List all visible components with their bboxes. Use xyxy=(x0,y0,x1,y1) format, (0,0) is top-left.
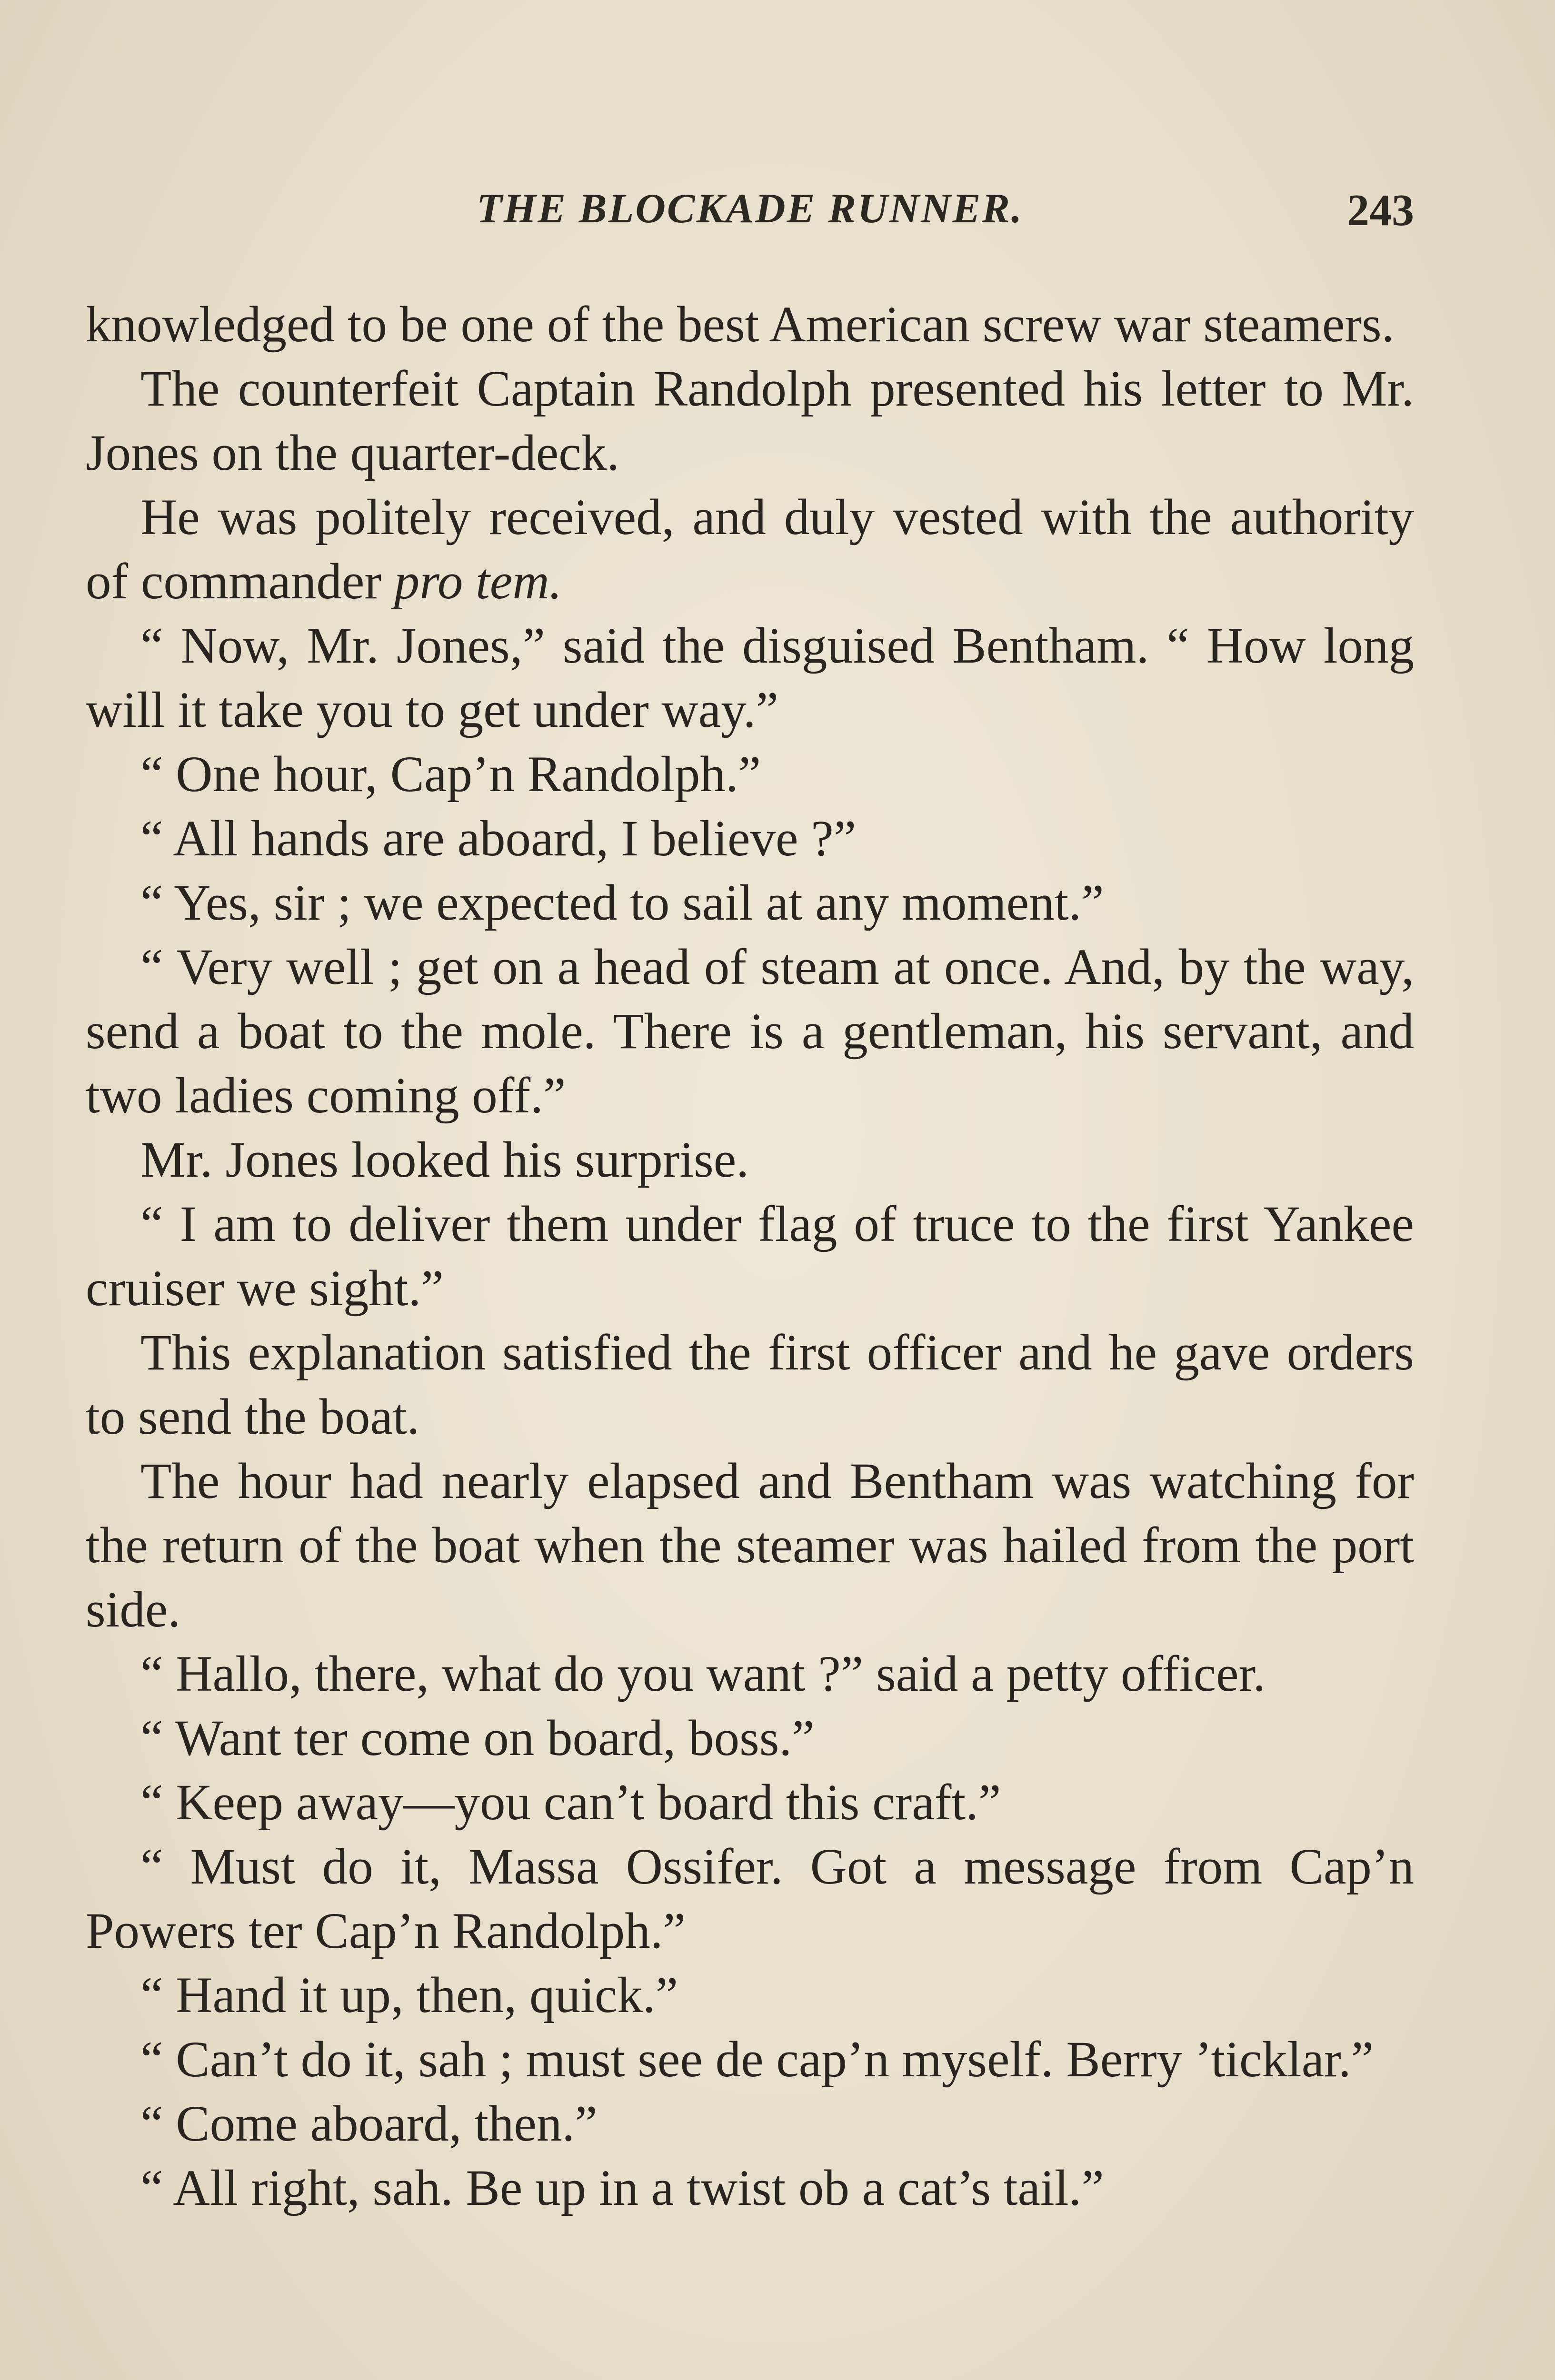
page-number: 243 xyxy=(1347,186,1414,235)
paragraph-8: “ Very well ; get on a head of steam at once. And, by the way, send a boat to the mole. There is a gentleman, his servant, and two ladies coming off.” xyxy=(86,939,1414,1124)
paragraph-16: “ Must do it, Massa Ossifer. Got a message from Cap’n Powers ter Cap’n Randolph.” xyxy=(86,1839,1414,1959)
italic-phrase: pro tem. xyxy=(394,554,562,610)
paragraph-12: The hour had nearly elapsed and Bentham was watching for the return of the boat when the steamer was hailed from the port side. xyxy=(86,1453,1414,1638)
paragraph-6: “ All hands are aboard, I believe ?” xyxy=(140,811,857,867)
paragraph-19: “ Come aboard, then.” xyxy=(140,2096,598,2152)
paragraph-14: “ Want ter come on board, boss.” xyxy=(140,1710,815,1766)
running-head: THE BLOCKADE RUNNER. xyxy=(477,186,1023,232)
paragraph-10: “ I am to deliver them under flag of truce to the first Yankee cruiser we sight.” xyxy=(86,1196,1414,1317)
paragraph-18: “ Can’t do it, sah ; must see de cap’n myself. Berry ’ticklar.” xyxy=(140,2032,1374,2088)
paragraph-5: “ One hour, Cap’n Randolph.” xyxy=(140,746,761,803)
paragraph-17: “ Hand it up, then, quick.” xyxy=(140,1967,678,2023)
page-header xyxy=(86,185,1414,247)
paragraph-1: knowledged to be one of the best American screw war steamers. xyxy=(86,297,1395,353)
paragraph-20: “ All right, sah. Be up in a twist ob a cat’s tail.” xyxy=(140,2160,1104,2216)
paragraph-2: The counterfeit Captain Randolph presented his letter to Mr. Jones on the quarter-deck. xyxy=(86,361,1414,481)
paragraph-3-text: He was politely received, and duly vested with the authority of commander xyxy=(86,489,1414,610)
paragraph-15: “ Keep away—you can’t board this craft.” xyxy=(140,1775,1001,1831)
paragraph-7: “ Yes, sir ; we expected to sail at any moment.” xyxy=(140,875,1104,931)
paragraph-3 xyxy=(86,486,1414,614)
body-text xyxy=(86,293,1414,2221)
paragraph-13: “ Hallo, there, what do you want ?” said a petty officer. xyxy=(140,1646,1266,1702)
paragraph-4: “ Now, Mr. Jones,” said the disguised Bentham. “ How long will it take you to get under way.” xyxy=(86,618,1414,738)
paragraph-11: This explanation satisfied the first officer and he gave orders to send the boat. xyxy=(86,1325,1414,1445)
paragraph-9: Mr. Jones looked his surprise. xyxy=(140,1132,749,1188)
